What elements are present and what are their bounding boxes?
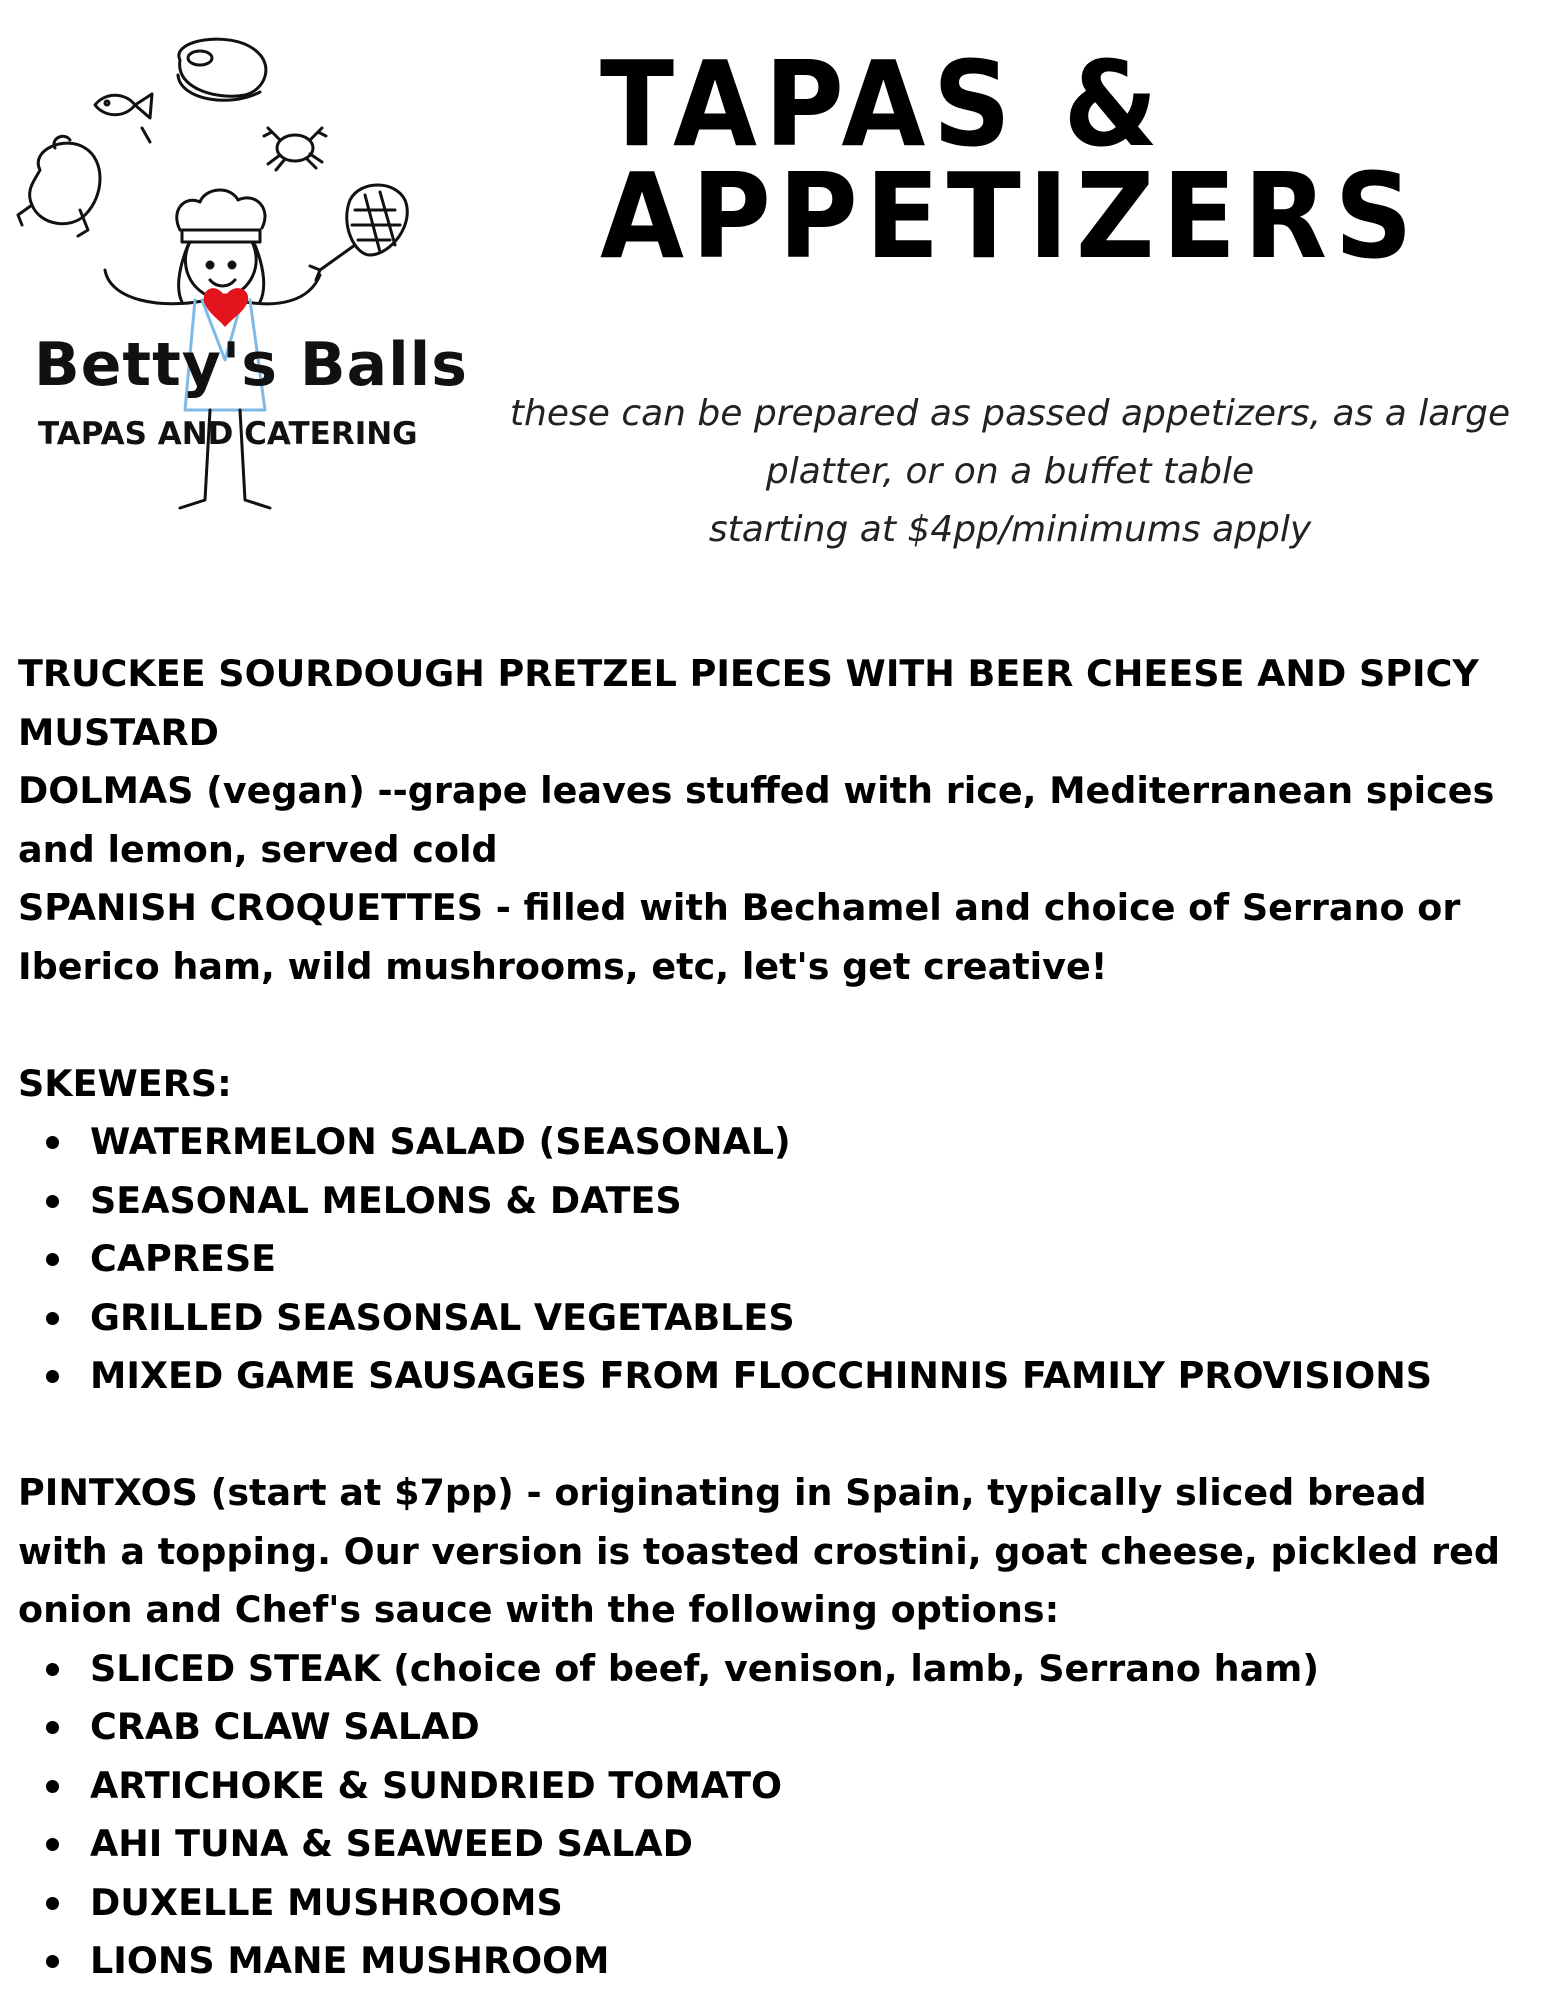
list-item-label: ARTICHOKE & SUNDRIED TOMATO (90, 1763, 783, 1807)
list-item (18, 1932, 1528, 1991)
list-item-label: MIXED GAME SAUSAGES FROM FLOCCHINNIS FAMILY PROVISIONS (90, 1354, 1433, 1397)
bullet-icon (46, 1370, 59, 1383)
bullet-icon (46, 1721, 59, 1734)
bullet-icon (46, 1955, 59, 1968)
bullet-icon (46, 1253, 59, 1266)
list-item-label: SEASONAL MELONS & DATES (90, 1178, 682, 1222)
list-item (18, 1757, 1528, 1816)
list-item-label: DUXELLE MUSHROOMS (90, 1880, 563, 1924)
subtitle-line-2: platter, or on a buffet table (765, 451, 1255, 492)
menu-item-pretzel: TRUCKEE SOURDOUGH PRETZEL PIECES WITH BEER CHEESE AND SPICY MUSTARD (18, 652, 1479, 754)
logo (10, 30, 470, 530)
bullet-icon (46, 1195, 59, 1208)
pintxos-description: PINTXOS (start at $7pp) - originating in Spain, typically sliced bread with a topping. Our version is toasted crostini, goat cheese, pickled red onion and Chef's sauce with the following options: (18, 1471, 1500, 1631)
list-item-label: SLICED STEAK (choice of beef, venison, lamb, Serrano ham) (90, 1646, 1320, 1690)
skewers-heading: SKEWERS: (18, 1061, 232, 1105)
list-item-label: WATERMELON SALAD (SEASONAL) (90, 1120, 791, 1163)
pintxos-list (18, 1640, 1528, 1991)
heart-icon (205, 290, 246, 325)
list-item (18, 1815, 1528, 1874)
list-item-label: LIONS MANE MUSHROOM (90, 1939, 610, 1982)
menu-content (18, 645, 1528, 1991)
crab-icon (264, 128, 326, 170)
list-item (18, 1172, 1528, 1231)
subtitle-line-3: starting at $4pp/minimums apply (708, 509, 1312, 550)
skewers-list (18, 1113, 1528, 1406)
list-item (18, 1347, 1528, 1406)
spacer (18, 1406, 1528, 1465)
menu-item-croquettes: SPANISH CROQUETTES - filled with Bechamel and choice of Serrano or Iberico ham, wild mushrooms, etc, let's get creative! (18, 886, 1461, 988)
list-item (18, 1874, 1528, 1933)
spacer (18, 996, 1528, 1055)
list-item (18, 1640, 1528, 1699)
page-title-line-2: APPETIZERS (600, 147, 1421, 285)
steak-icon (178, 39, 266, 100)
list-item (18, 1698, 1528, 1757)
list-item (18, 1289, 1528, 1348)
left-arm (105, 270, 208, 304)
subtitle-line-1: these can be prepared as passed appetizers, as a large (509, 393, 1511, 434)
chef-illustration (10, 30, 470, 530)
bullet-icon (46, 1838, 59, 1851)
list-item (18, 1230, 1528, 1289)
list-item-label: CAPRESE (90, 1237, 277, 1280)
chicken-icon (18, 136, 100, 236)
logo-brand: Betty's Balls (34, 330, 468, 400)
chef-hat-icon (177, 190, 265, 242)
bullet-icon (46, 1663, 59, 1676)
menu-item-dolmas: DOLMAS (vegan) --grape leaves stuffed with rice, Mediterranean spices and lemon, served cold (18, 769, 1495, 871)
ham-icon (310, 185, 407, 280)
list-item-label: CRAB CLAW SALAD (90, 1705, 480, 1748)
bullet-icon (46, 1897, 59, 1910)
fish-icon (95, 94, 152, 142)
list-item-label: AHI TUNA & SEAWEED SALAD (90, 1822, 693, 1865)
bullet-icon (46, 1312, 59, 1325)
page-title (600, 35, 1421, 285)
list-item (18, 1113, 1528, 1172)
bullet-icon (46, 1780, 59, 1793)
bullet-icon (46, 1136, 59, 1149)
page-title-line-1: TAPAS & (600, 35, 1166, 173)
logo-tagline: TAPAS AND CATERING (38, 416, 418, 452)
subtitle (490, 385, 1530, 559)
list-item-label: GRILLED SEASONSAL VEGETABLES (90, 1295, 795, 1339)
